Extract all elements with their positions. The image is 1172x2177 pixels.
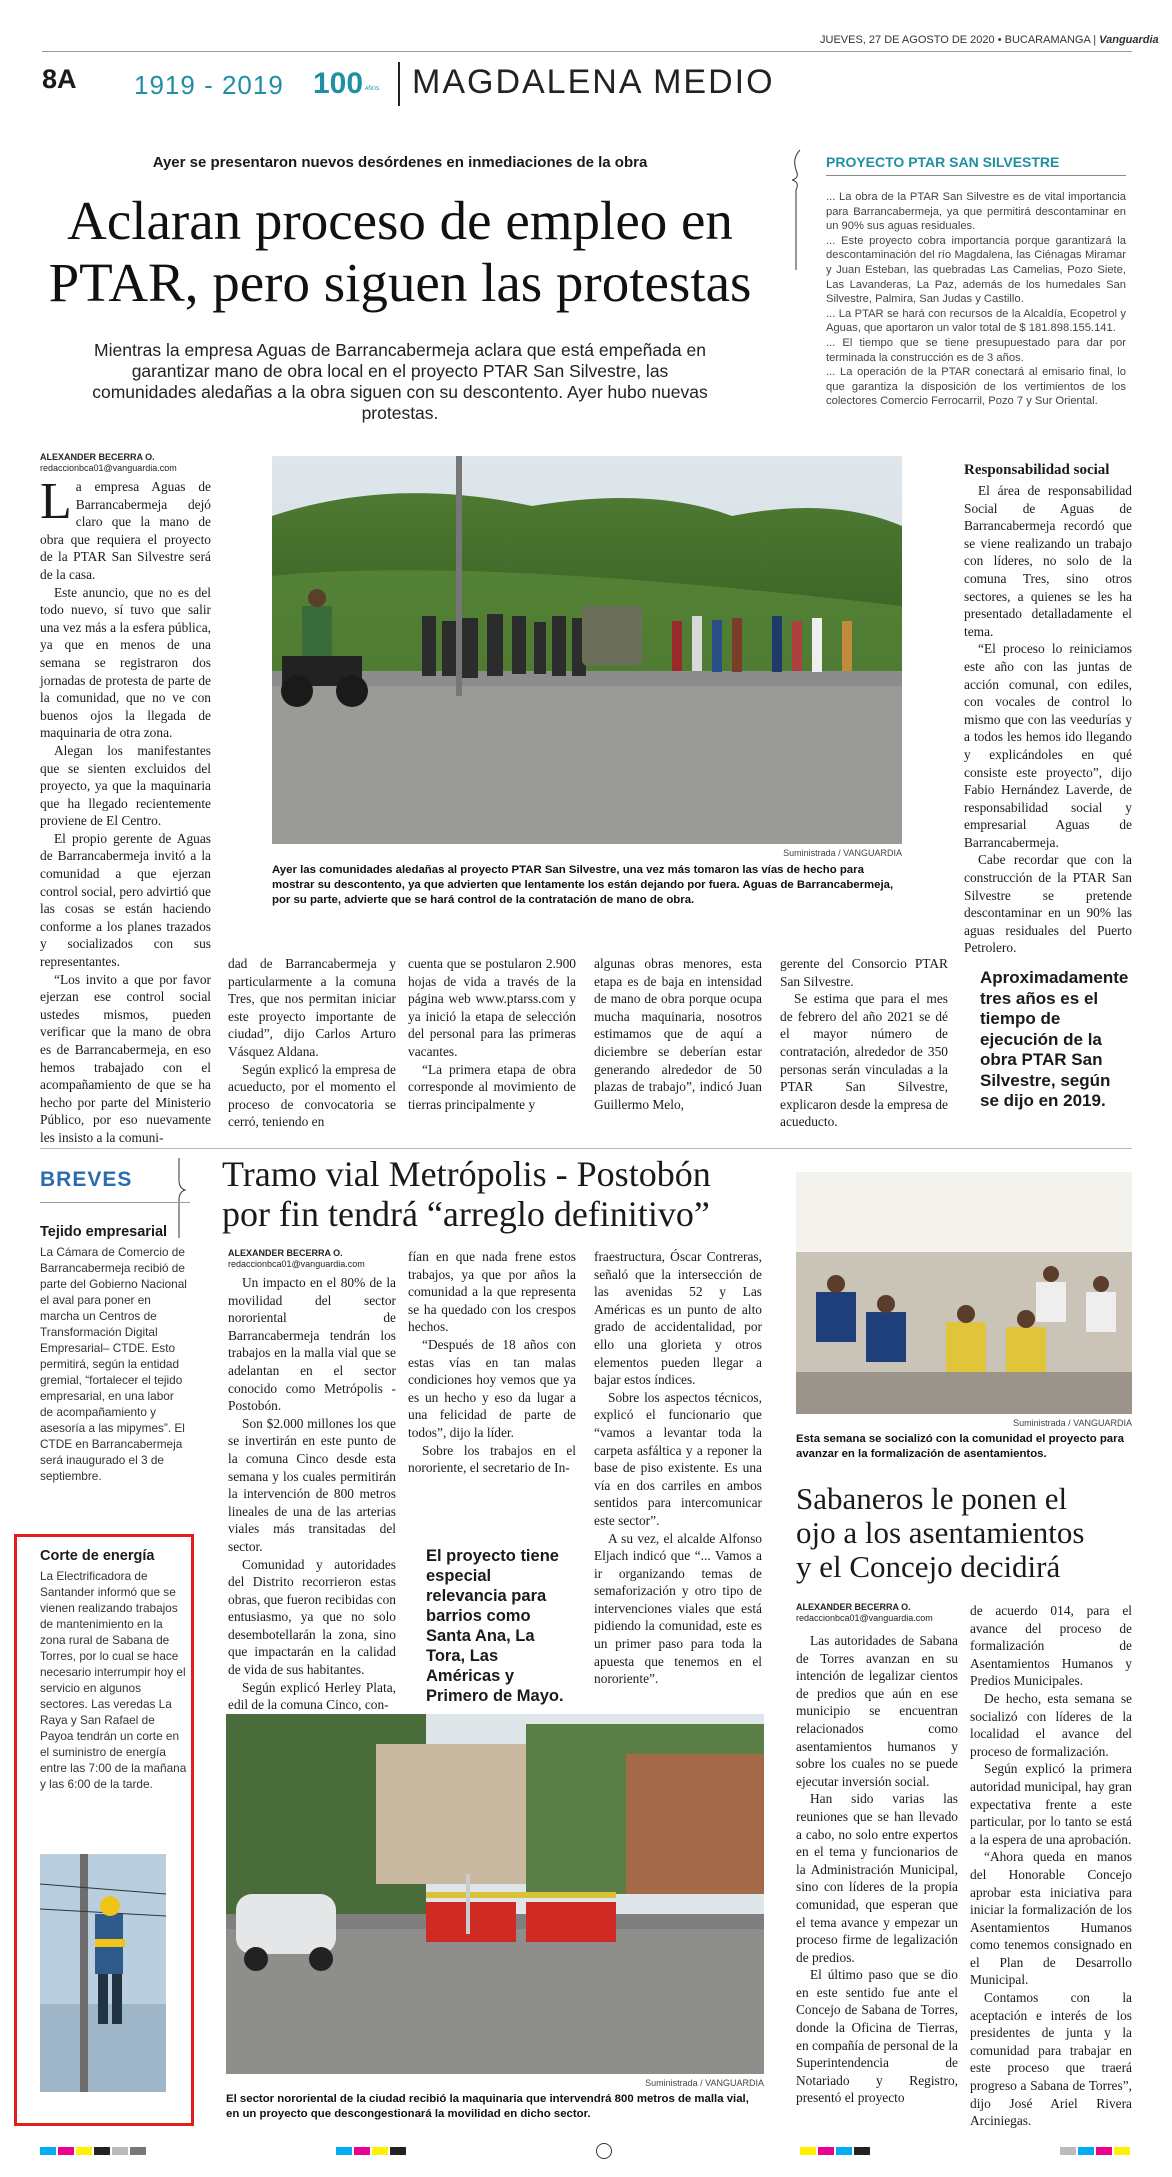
paper-name: Vanguardia <box>1099 34 1159 46</box>
lead-para-1: La empresa Aguas de Barrancabermeja dejó claro que la mano de obra que requiera el proyecto de la PTAR San Silvestre será de la casa. <box>40 473 211 582</box>
lead-col2-para-1: dad de Barrancabermeja y particularmente a la comuna Tres, que nos permitan iniciar este proyecto importante de ciudad”, dijo Carlos Arturo Vásquez Aldana. <box>228 956 396 1059</box>
drop-cap: L <box>40 473 72 530</box>
road-works-photo-image <box>226 1714 764 2074</box>
author-name: ALEXANDER BECERRA O. <box>228 1248 343 1258</box>
logo-sub: AÑOS <box>365 86 380 92</box>
author-name: ALEXANDER BECERRA O. <box>40 452 155 462</box>
right-subhead: Responsabilidad social <box>964 462 1110 478</box>
anniversary-logo <box>313 62 389 102</box>
tramo-photo-caption: El sector nororiental de la ciudad recibió la maquinaria que intervendrá 800 metros de malla vial, en un proyecto que descongestionará la movilidad en dicho sector. <box>226 2093 749 2120</box>
ptar-item: ... La PTAR se hará con recursos de la Alcaldía, Ecopetrol y Aguas, que aportaron un valor total de $ 181.898.155.141. <box>826 307 1126 335</box>
tramo-pullquote: El proyecto tiene especial relevancia para barrios como Santa Ana, La Tora, Las Américas y Primero de Mayo. <box>426 1547 564 1705</box>
sabaneros-photo-credit: Suministrada / VANGUARDIA <box>1013 1418 1132 1428</box>
lead-photo <box>272 456 902 844</box>
lead-photo-caption: Ayer las comunidades aledañas al proyecto PTAR San Silvestre, una vez más tomaron las vías de hecho para mostrar su descontento, ya que advierten que lentamente los están dejando por fuera. Aguas de Barrancabermeja, por su parte, advierte que se hará control de la contratación de mano de obra. <box>272 864 894 906</box>
tramo-headline-line-2: por fin tendrá “arreglo definitivo” <box>222 1194 710 1234</box>
tramo-para: Sobre los aspectos técnicos, explicó el funcionario que “vamos a levantar toda la carpeta asfáltica y a reponer la base de piso existente. Es una vía en dos carriles en ambos sentidos para intercomunicar este sector”. <box>594 1389 762 1528</box>
date-text: JUEVES, 27 DE AGOSTO DE 2020 • BUCARAMANGA | <box>820 34 1097 46</box>
breve-2-text: La Electrificadora de Santander informó que se vienen realizando trabajos de mantenimiento en la zona rural de Sabana de Torres, por lo cual se hace necesario interrumpir hoy el servicio en algunos sectores. Las veredas La Raya y San Rafael de Payoa tendrán un corte en el suministro de energía entre las 7:00 de la mañana y las 6:00 de la tarde. <box>40 1569 187 1791</box>
ptar-box-brace <box>790 150 804 270</box>
breve-1-text: La Cámara de Comercio de Barrancabermeja recibió de parte del Gobierno Nacional el aval para poner en marcha un Centros de Transformación Digital Empresarial– CTDE. Esto permitirá, según la entidad gremial, “fortalecer el tejido empresarial, en una labor de acompañamiento y asesoría a las mipymes”. El CTDE en Barrancabermeja será inaugurado el 3 de septiembre. <box>40 1245 187 1483</box>
ptar-box-title: PROYECTO PTAR SAN SILVESTRE <box>826 154 1060 170</box>
breves-title: BREVES <box>40 1168 133 1191</box>
sabaneros-para: Según explicó la primera autoridad municipal, hay gran expectativa frente a este particular, por lo tanto se está a la espera de una aprobación. <box>970 1761 1132 1847</box>
page-number: 8A <box>42 64 77 94</box>
registration-bar <box>40 2146 1132 2156</box>
lead-kicker: Ayer se presentaron nuevos desórdenes en inmediaciones de la obra <box>152 154 648 171</box>
ptar-box-list <box>826 190 1126 409</box>
lead-headline <box>40 190 760 314</box>
ptar-item: ... La operación de la PTAR conectará al emisario final, lo que garantiza la disposición de los vertimientos de los colectores Comercio Ferrocarril, Pozo 7 y Sur Oriental. <box>826 366 1126 408</box>
sabaneros-headline-line-2: ojo a los asentamientos <box>796 1515 1085 1550</box>
breves-rule <box>40 1202 190 1203</box>
lead-col5-para-1: gerente del Consorcio PTAR San Silvestre. <box>780 956 948 989</box>
sabaneros-headline-line-1: Sabaneros le ponen el <box>796 1481 1068 1516</box>
date-line <box>820 34 1159 46</box>
breves-brace <box>175 1158 189 1238</box>
lead-col3-para-2: “La primera etapa de obra corresponde al movimiento de tierras principalmente y <box>408 1061 576 1112</box>
ptar-item: ... La obra de la PTAR San Silvestre es de vital importancia para Barrancabermeja, ya que permitirá descontaminar en un 90% sus aguas residuales. <box>826 191 1126 233</box>
lead-col2-para-2: Según explicó la empresa de acueducto, por el momento el proceso de convocatoria se cerró, teniendo en <box>228 1061 396 1130</box>
breve-2-photo <box>40 1854 166 2092</box>
sabaneros-headline <box>796 1482 1132 1584</box>
lead-deck: Mientras la empresa Aguas de Barrancabermeja aclara que está empeñada en garantizar mano de obra local en el proyecto PTAR San Silvestre, las comunidades aledañas a la obra siguen con su descontento. Ayer hubo nuevas protestas. <box>92 340 708 423</box>
sabaneros-photo <box>796 1172 1132 1414</box>
header-rule <box>42 51 1132 52</box>
ptar-item: ... Este proyecto cobra importancia porque garantizará la descontaminación del río Magdalena, las Ciénagas Miramar y Juan Esteban, las quebradas Las Camelias, Pozo Siete, Las Lavanderas, La Paz, además de los humedales San Silvestre, Palmira, San Judas y Castillo. <box>826 234 1126 306</box>
tramo-byline <box>228 1248 365 1270</box>
lead-col4-para-1: algunas obras menores, esta etapa es de baja en intensidad de mano de obra porque ocupa mucha maquinaria, nosotros estimamos que de aquí a diciembre se deberían estar generando alrededor de 50 plazas de trabajo”, indicó Juan Guillermo Melo, <box>594 956 762 1112</box>
community-meeting-photo-image <box>796 1172 1132 1414</box>
right-column <box>964 482 1132 957</box>
sabaneros-para: Han sido varias las reuniones que se han llevado a cabo, no solo entre expertos en el tema y funcionarios de la Administración Municipal, sino con líderes de la propia comunidad, que esperan que el tema avance y empezar un proceso firme de legalización de predios. <box>796 1791 958 1965</box>
tramo-para: fraestructura, Óscar Contreras, señaló que la intersección de las avenidas 52 y Las Américas es un punto de alto grado de accidentalidad, por ello una glorieta y otros elementos pueden llegar a bajar estos índices. <box>594 1249 762 1388</box>
crosshair-icon <box>596 2143 612 2159</box>
sabaneros-para: De hecho, esta semana se socializó con líderes de la localidad el avance del proceso de formalización. <box>970 1690 1132 1759</box>
author-email: redaccionbca01@vanguardia.com <box>228 1259 365 1269</box>
sabaneros-photo-caption: Esta semana se socializó con la comunidad el proyecto para avanzar en la formalización de asentamientos. <box>796 1433 1124 1460</box>
sabaneros-column-2 <box>970 1602 1132 2130</box>
lead-para-2: Este anuncio, que no es del todo nuevo, sí tuvo que salir una vez más a la esfera pública, ya que en menos de una semana se registraron dos jornadas de protesta de parte de la comunidad, que no ve con buenos ojos la llegada de maquinaria de otra zona. <box>40 584 211 741</box>
sabaneros-para: Las autoridades de Sabana de Torres avanzan en su intención de legalizar cientos de predios que aún en ese municipio se encuentran relacionados como asentamientos humanos y sobre los cuales no se puede ejecutar inversión social. <box>796 1633 958 1789</box>
lead-column-1 <box>40 473 211 1145</box>
logo-number: 100 <box>313 67 364 100</box>
tramo-para: Comunidad y autoridades del Distrito recorrieron estas obras, que fueron recibidas con entusiasmo, ya que no solo desembotellarán la zona, sino que impactarán en la calidad de vida de sus habitantes. <box>228 1556 396 1678</box>
sabaneros-para: de acuerdo 014, para el avance del proceso de formalización de Asentamientos Humanos y Predios Municipales. <box>970 1603 1132 1689</box>
author-email: redaccionbca01@vanguardia.com <box>40 463 177 473</box>
lead-column-2 <box>228 955 396 1131</box>
header-divider <box>398 62 400 106</box>
right-para-3: Cabe recordar que con la construcción de la PTAR San Silvestre se pretende descontaminar en un 90% las aguas residuales del Puerto Petrolero. <box>964 852 1132 956</box>
tramo-para: “Después de 18 años con estas vías en tan malas condiciones hoy vemos que ya es un hecho y eso da lugar a una felicidad de parte de todos”, dijo la líder. <box>408 1336 576 1440</box>
lead-para-4: El propio gerente de Aguas de Barrancabermeja invitó a la comunidad a que ejerzan control social, pero advirtió que las cosas se están haciendo conforme a los planes trazados y socializados con sus representantes. <box>40 830 211 970</box>
lead-photo-credit: Suministrada / VANGUARDIA <box>783 848 902 858</box>
years-label: 1919 - 2019 <box>134 70 284 100</box>
tramo-column-3 <box>594 1248 762 1688</box>
sabaneros-para: “Ahora queda en manos del Honorable Concejo aprobar esta iniciativa para iniciar la formalización de los Asentamientos Humanos como tenemos consignado en el Plan de Desarrollo Municipal. <box>970 1849 1132 1988</box>
tramo-para: Según explicó Herley Plata, edil de la comuna Cinco, con- <box>228 1679 396 1713</box>
author-name: ALEXANDER BECERRA O. <box>796 1602 911 1612</box>
lead-headline-line-2: PTAR, pero siguen las protestas <box>48 252 752 313</box>
lineman-photo-image <box>40 1854 166 2092</box>
lead-col3-para-1: cuenta que se postularon 2.900 hojas de vida a través de la página web www.ptarss.com y ya inició la etapa de selección del personal para las primeras vacantes. <box>408 956 576 1059</box>
breve-2-title: Corte de energía <box>40 1548 155 1564</box>
tramo-column-1 <box>228 1274 396 1714</box>
tramo-para: Sobre los trabajos en el nororiente, el secretario de In- <box>408 1442 576 1476</box>
tramo-para: fían en que nada frene estos trabajos, ya que por años la comunidad a la que representa se ha quedado con los crespos hechos. <box>408 1249 576 1335</box>
tramo-headline-line-1: Tramo vial Metrópolis - Postobón <box>222 1154 711 1194</box>
lead-byline <box>40 452 177 474</box>
author-email: redaccionbca01@vanguardia.com <box>796 1613 933 1623</box>
protest-photo-image <box>272 456 902 844</box>
lead-column-4 <box>594 955 762 1113</box>
lead-para-5: “Los invito a que por favor ejerzan ese control social ustedes mismos, pueden verificar que la mano de obra es de Barrancabermeja, en eso hemos trabajado con el acompañamiento de que se ha hecho por parte del Ministerio Público, por eso nuevamente les insisto a la comuni- <box>40 971 211 1145</box>
right-pullquote: Aproximadamente tres años es el tiempo de ejecución de la obra PTAR San Silvestre, según se dijo en 2019. <box>980 968 1129 1110</box>
sabaneros-byline <box>796 1602 933 1624</box>
sabaneros-para: Contamos con la aceptación e interés de los presidentes de junta y la comunidad para trabajar en este proceso que traerá progreso a Sabana de Torres”, dijo José Ariel Rivera Arciniegas. <box>970 1990 1132 2129</box>
tramo-photo-credit: Suministrada / VANGUARDIA <box>645 2078 764 2088</box>
sabaneros-headline-line-3: y el Concejo decidirá <box>796 1549 1061 1584</box>
lead-headline-line-1: Aclaran proceso de empleo en <box>67 190 733 251</box>
sabaneros-column-1 <box>796 1632 958 2107</box>
logo-100-icon <box>313 62 389 102</box>
tramo-para: Son $2.000 millones los que se invertirán en este punto de la comuna Cinco desde esta semana y los cuales permitirán la intervención de 800 metros lineales de una de las arterias viales más transitadas del sector. <box>228 1415 396 1554</box>
lead-column-3 <box>408 955 576 1113</box>
right-para-2: “El proceso lo reiniciamos este año con las juntas de acción comunal, con ediles, con vocales de control lo mismo que con las veedurías y a todos les hemos ido llegando y explicándoles en qué consiste este proyecto”, dijo Fabio Hernández Laverde, de responsabilidad social y empresarial Aguas de Barrancabermeja. <box>964 641 1132 850</box>
tramo-para: Un impacto en el 80% de la movilidad del sector nororiental de Barrancabermeja tendrán los trabajos en la malla vial que se adelantan en el sector conocido como Metrópolis - Postobón. <box>228 1275 396 1414</box>
breve-1-title: Tejido empresarial <box>40 1224 168 1240</box>
lead-col5-para-2: Se estima que para el mes de febrero del año 2021 se dé el mayor número de contratación, alrededor de 350 personas serán vinculadas a la PTAR San Silvestre, explicaron desde la empresa de acueducto. <box>780 991 948 1130</box>
lead-column-5 <box>780 955 948 1131</box>
lead-para-3: Alegan los manifestantes que se sienten excluidos del proyecto, ya que la maquinaria que ha llegado recientemente proviene de El Centro. <box>40 742 211 829</box>
ptar-box-rule <box>826 175 1126 176</box>
right-para-1: El área de responsabilidad Social de Aguas de Barrancabermeja recordó que se viene realizando un trabajo con líderes, no solo de la comuna Tres, sino otros sectores, a quienes se les ha presentado detalladamente el tema. <box>964 483 1132 639</box>
tramo-photo <box>226 1714 764 2074</box>
sabaneros-para: El último paso que se dio en este sentido fue ante el Concejo de Sabana de Torres, donde la Oficina de Tierras, en compañía de personal de la Superintendencia de Notariado y Registro, presentó el proyecto <box>796 1967 958 2106</box>
brace-icon <box>790 150 804 270</box>
tramo-para: A su vez, el alcalde Alfonso Eljach indicó que “... Vamos a ir organizando temas de semaforización y otro tipo de intervenciones viales que está pidiendo la comunidad, este es un primer paso para toda la apuesta que tenemos en el nororiente”. <box>594 1530 762 1687</box>
tramo-column-2 <box>408 1248 576 1477</box>
tramo-headline <box>222 1154 782 1234</box>
ptar-item: ... El tiempo que se tiene presupuestado para dar por terminada la construcción es de 3 años. <box>826 336 1126 364</box>
section-rule <box>40 1148 1132 1149</box>
brace-icon <box>175 1158 189 1238</box>
section-title: MAGDALENA MEDIO <box>412 63 775 101</box>
